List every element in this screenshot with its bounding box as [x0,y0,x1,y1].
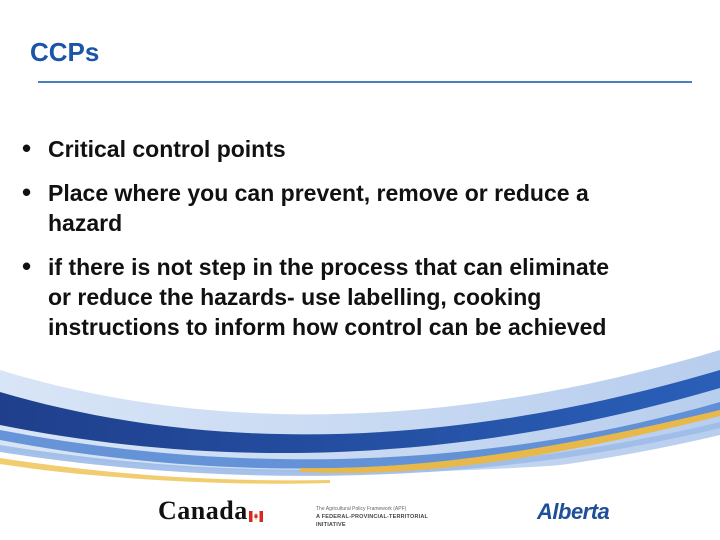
bullet-item [22,178,622,238]
slide-title: CCPs [30,37,100,67]
title-divider [38,81,692,83]
bullet-item [22,134,622,164]
bullet-item [22,252,622,342]
bullet-text: if there is not step in the process that can eliminate or reduce the hazards- use labelling, cooking instructions to inform how control can be achieved [48,254,610,340]
bullet-text: Critical control points [48,136,286,162]
bullet-icon: • [22,133,32,163]
apf-caption [316,505,456,529]
bullet-list [22,134,622,356]
bullet-icon: • [22,251,32,281]
bullet-icon: • [22,177,32,207]
canada-flag-icon [249,499,263,510]
apf-caption-line2: A FEDERAL-PROVINCIAL-TERRITORIAL INITIATIVE [316,514,429,528]
bullet-text: Place where you can prevent, remove or reduce a hazard [48,180,589,236]
canada-logo [158,496,263,526]
canada-wordmark: Canada [158,496,248,525]
decorative-swoosh [0,330,720,490]
alberta-logo: Alberta [537,499,610,524]
apf-caption-line1: The Agricultural Policy Framework (APF) [316,506,407,512]
